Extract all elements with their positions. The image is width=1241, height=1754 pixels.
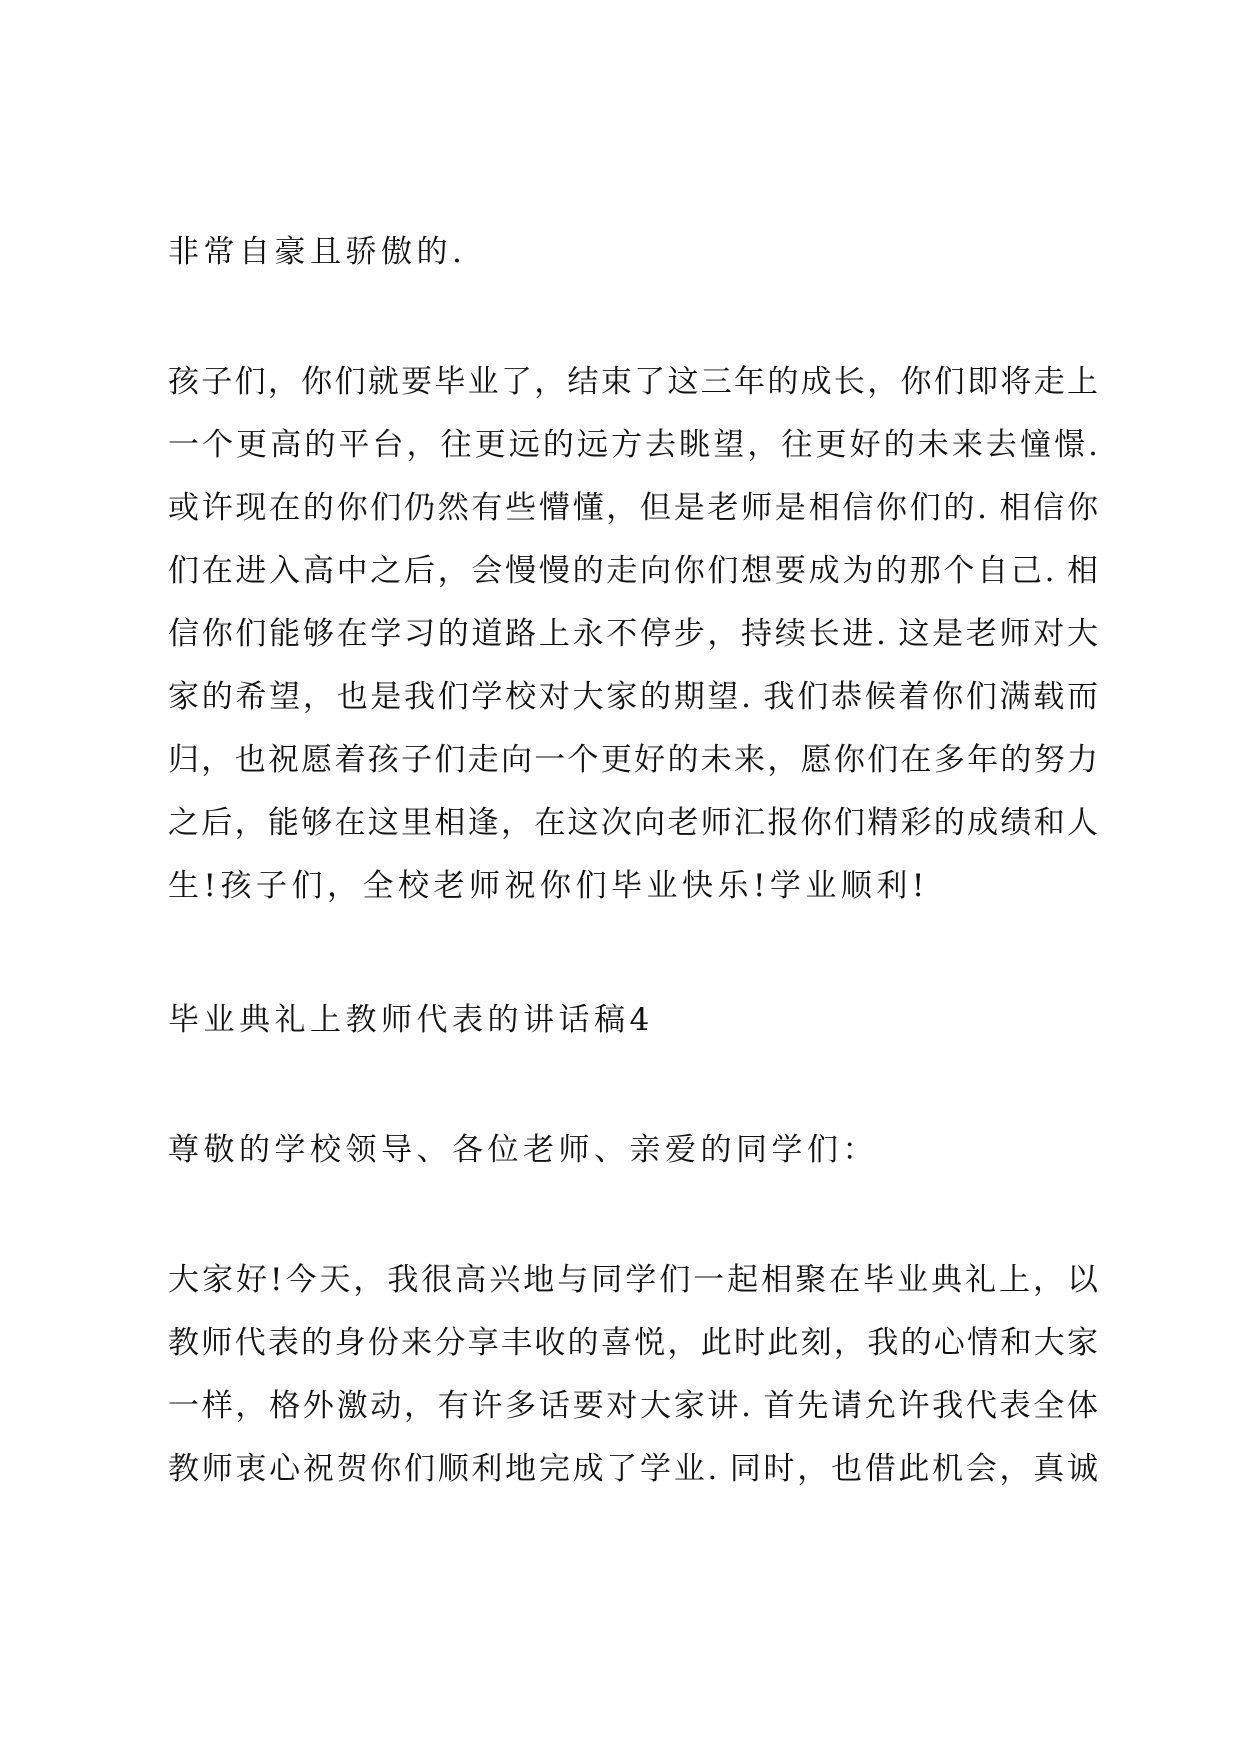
text-line: 大家好!今天，我很高兴地与同学们一起相聚在毕业典礼上，以 — [168, 1262, 1098, 1298]
text-line: 们在进入高中之后，会慢慢的走向你们想要成为的那个自己. 相 — [168, 553, 1098, 589]
text-line: 一样，格外激动，有许多话要对大家讲. 首先请允许我代表全体 — [168, 1388, 1098, 1424]
text-line: 教师代表的身份来分享丰收的喜悦，此时此刻，我的心情和大家 — [168, 1325, 1098, 1361]
text-line: 归，也祝愿着孩子们走向一个更好的未来，愿你们在多年的努力 — [168, 742, 1098, 778]
text-line: 教师衷心祝贺你们顺利地完成了学业. 同时，也借此机会，真诚 — [168, 1451, 1098, 1487]
text-line: 之后，能够在这里相逢，在这次向老师汇报你们精彩的成绩和人 — [168, 805, 1098, 841]
text-line: 非常自豪且骄傲的. — [168, 234, 467, 270]
section-heading: 毕业典礼上教师代表的讲话稿4 — [168, 1002, 654, 1038]
text-line: 生!孩子们，全校老师祝你们毕业快乐!学业顺利! — [168, 868, 929, 904]
text-line: 信你们能够在学习的道路上永不停步，持续长进. 这是老师对大 — [168, 616, 1098, 652]
text-line: 家的希望，也是我们学校对大家的期望. 我们恭候着你们满载而 — [168, 679, 1098, 715]
text-line: 或许现在的你们仍然有些懵懂，但是老师是相信你们的. 相信你 — [168, 490, 1098, 526]
salutation: 尊敬的学校领导、各位老师、亲爱的同学们： — [168, 1132, 878, 1168]
text-line: 孩子们，你们就要毕业了，结束了这三年的成长，你们即将走上 — [168, 364, 1098, 400]
text-line: 一个更高的平台，往更远的远方去眺望，往更好的未来去憧憬. — [168, 427, 1098, 463]
